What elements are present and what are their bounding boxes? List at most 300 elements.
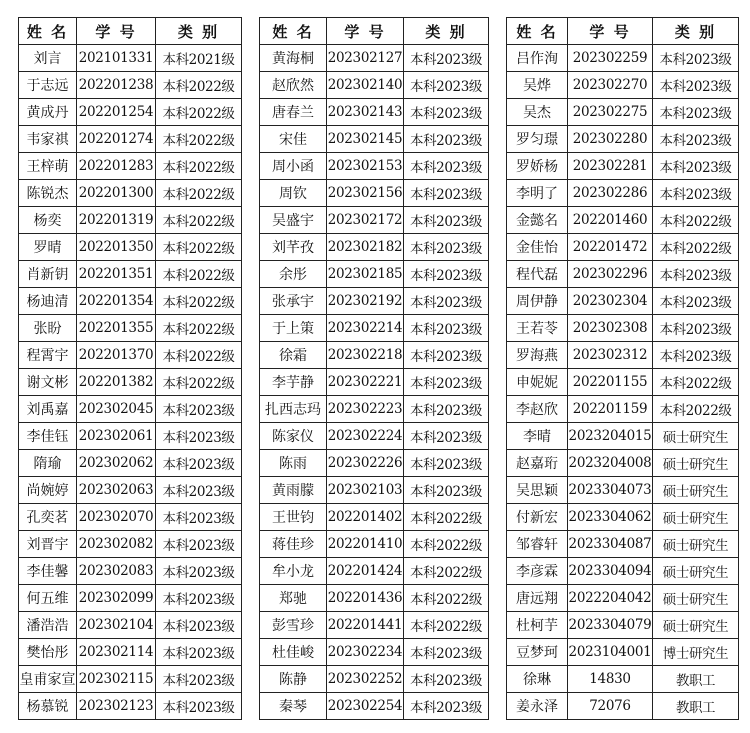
table-row: [19, 153, 242, 180]
name-cell: 姜永泽: [507, 693, 568, 720]
table-row: [507, 450, 739, 477]
table-row: [260, 126, 489, 153]
category-cell: 博士研究生: [653, 639, 739, 666]
name-cell: 刘禹嘉: [19, 396, 77, 423]
name-cell: 刘芊孜: [260, 234, 327, 261]
student-id-cell: 2023304087: [568, 531, 653, 558]
table-row: [19, 693, 242, 720]
name-cell: 王梓萌: [19, 153, 77, 180]
category-cell: 本科2023级: [156, 531, 242, 558]
table-row: [19, 45, 242, 72]
student-id-cell: 202302104: [77, 612, 156, 639]
student-id-cell: 202302082: [77, 531, 156, 558]
name-cell: 张承宇: [260, 288, 327, 315]
table-row: [260, 504, 489, 531]
table-row: [260, 558, 489, 585]
name-cell: 谢文彬: [19, 369, 77, 396]
category-cell: 本科2023级: [653, 288, 739, 315]
table-body: [19, 45, 242, 720]
student-id-cell: 2023304094: [568, 558, 653, 585]
student-id-cell: 202302099: [77, 585, 156, 612]
table-row: [19, 72, 242, 99]
category-cell: 本科2023级: [653, 126, 739, 153]
category-cell: 本科2023级: [156, 423, 242, 450]
header-row: [19, 18, 242, 45]
student-id-cell: 202302115: [77, 666, 156, 693]
name-cell: 樊怡彤: [19, 639, 77, 666]
category-cell: 本科2023级: [156, 477, 242, 504]
name-cell: 赵嘉珩: [507, 450, 568, 477]
table-row: [507, 180, 739, 207]
name-cell: 周伊静: [507, 288, 568, 315]
table-row: [507, 477, 739, 504]
student-id-cell: 202302153: [327, 153, 404, 180]
header-row: [260, 18, 489, 45]
name-cell: 李佳馨: [19, 558, 77, 585]
name-cell: 秦琴: [260, 693, 327, 720]
category-cell: 本科2023级: [653, 99, 739, 126]
category-cell: 本科2023级: [404, 423, 489, 450]
category-cell: 本科2023级: [653, 45, 739, 72]
student-id-cell: 202302234: [327, 639, 404, 666]
table-row: [260, 180, 489, 207]
name-cell: 何五维: [19, 585, 77, 612]
table-row: [19, 477, 242, 504]
table-row: [507, 639, 739, 666]
category-cell: 本科2023级: [653, 342, 739, 369]
roster-table-3: [506, 17, 739, 720]
category-cell: 本科2023级: [404, 639, 489, 666]
name-cell: 程代磊: [507, 261, 568, 288]
category-cell: 本科2023级: [156, 639, 242, 666]
name-cell: 李明了: [507, 180, 568, 207]
student-id-cell: 202302123: [77, 693, 156, 720]
category-cell: 本科2023级: [653, 180, 739, 207]
category-cell: 硕士研究生: [653, 504, 739, 531]
name-cell: 罗娇杨: [507, 153, 568, 180]
category-cell: 本科2022级: [156, 126, 242, 153]
table-row: [260, 45, 489, 72]
name-cell: 金懿名: [507, 207, 568, 234]
table-row: [507, 261, 739, 288]
name-cell: 郑驰: [260, 585, 327, 612]
student-id-cell: 202302172: [327, 207, 404, 234]
table-row: [507, 585, 739, 612]
table-row: [19, 342, 242, 369]
category-cell: 本科2023级: [156, 585, 242, 612]
name-cell: 程霄宇: [19, 342, 77, 369]
category-cell: 本科2022级: [653, 396, 739, 423]
student-id-cell: 202201424: [327, 558, 404, 585]
table-row: [260, 207, 489, 234]
student-id-cell: 202201283: [77, 153, 156, 180]
student-id-cell: 202302296: [568, 261, 653, 288]
table-row: [19, 180, 242, 207]
table-row: [507, 693, 739, 720]
student-id-cell: 202302221: [327, 369, 404, 396]
table-row: [19, 639, 242, 666]
name-cell: 李赵欣: [507, 396, 568, 423]
table-row: [507, 153, 739, 180]
table-row: [260, 423, 489, 450]
student-id-cell: 2023204015: [568, 423, 653, 450]
table-row: [19, 99, 242, 126]
category-cell: 本科2022级: [156, 261, 242, 288]
name-cell: 尚婉婷: [19, 477, 77, 504]
name-cell: 韦家祺: [19, 126, 77, 153]
name-cell: 李晴: [507, 423, 568, 450]
roster-table-2: [259, 17, 489, 720]
table-row: [260, 261, 489, 288]
category-cell: 本科2023级: [156, 450, 242, 477]
student-id-cell: 202201254: [77, 99, 156, 126]
category-cell: 本科2022级: [156, 153, 242, 180]
name-cell: 吴盛宇: [260, 207, 327, 234]
category-cell: 本科2022级: [404, 558, 489, 585]
table-row: [260, 612, 489, 639]
table-row: [507, 234, 739, 261]
name-cell: 杨迪清: [19, 288, 77, 315]
category-cell: 本科2022级: [653, 207, 739, 234]
category-cell: 本科2023级: [404, 450, 489, 477]
category-cell: 本科2023级: [156, 612, 242, 639]
header-category: 类 别: [404, 18, 489, 45]
student-id-cell: 202201238: [77, 72, 156, 99]
table-row: [19, 531, 242, 558]
student-id-cell: 72076: [568, 693, 653, 720]
name-cell: 刘言: [19, 45, 77, 72]
name-cell: 徐琳: [507, 666, 568, 693]
header-row: [507, 18, 739, 45]
category-cell: 本科2022级: [156, 288, 242, 315]
table-row: [507, 612, 739, 639]
category-cell: 本科2023级: [404, 396, 489, 423]
student-id-cell: 202302286: [568, 180, 653, 207]
category-cell: 本科2023级: [404, 315, 489, 342]
table-row: [19, 261, 242, 288]
name-cell: 黄海桐: [260, 45, 327, 72]
table-row: [260, 639, 489, 666]
category-cell: 本科2023级: [404, 207, 489, 234]
name-cell: 周钦: [260, 180, 327, 207]
student-id-cell: 202201370: [77, 342, 156, 369]
student-id-cell: 202302275: [568, 99, 653, 126]
name-cell: 申妮妮: [507, 369, 568, 396]
name-cell: 赵欣然: [260, 72, 327, 99]
name-cell: 李佳钰: [19, 423, 77, 450]
table-row: [507, 666, 739, 693]
student-id-cell: 202302143: [327, 99, 404, 126]
student-id-cell: 202302308: [568, 315, 653, 342]
student-id-cell: 202302252: [327, 666, 404, 693]
name-cell: 黄成丹: [19, 99, 77, 126]
student-id-cell: 2023104001: [568, 639, 653, 666]
table-row: [19, 423, 242, 450]
table-row: [260, 585, 489, 612]
student-id-cell: 202302083: [77, 558, 156, 585]
table-row: [507, 342, 739, 369]
category-cell: 本科2023级: [404, 369, 489, 396]
name-cell: 吴杰: [507, 99, 568, 126]
category-cell: 本科2023级: [404, 693, 489, 720]
name-cell: 金佳怡: [507, 234, 568, 261]
student-id-cell: 202201460: [568, 207, 653, 234]
name-cell: 皇甫家宣: [19, 666, 77, 693]
table-row: [19, 504, 242, 531]
table-row: [260, 99, 489, 126]
category-cell: 本科2023级: [653, 72, 739, 99]
table-row: [507, 99, 739, 126]
name-cell: 罗海燕: [507, 342, 568, 369]
table-row: [260, 396, 489, 423]
student-id-cell: 202201355: [77, 315, 156, 342]
name-cell: 唐春兰: [260, 99, 327, 126]
student-id-cell: 202302103: [327, 477, 404, 504]
name-cell: 陈静: [260, 666, 327, 693]
category-cell: 本科2023级: [404, 153, 489, 180]
table-row: [260, 342, 489, 369]
student-id-cell: 202201354: [77, 288, 156, 315]
table-row: [507, 504, 739, 531]
student-id-cell: 202302224: [327, 423, 404, 450]
table-row: [260, 315, 489, 342]
table-row: [19, 234, 242, 261]
category-cell: 硕士研究生: [653, 612, 739, 639]
category-cell: 本科2023级: [404, 288, 489, 315]
student-id-cell: 202302062: [77, 450, 156, 477]
header-name: 姓 名: [260, 18, 327, 45]
name-cell: 王世钧: [260, 504, 327, 531]
name-cell: 陈雨: [260, 450, 327, 477]
table-row: [260, 531, 489, 558]
name-cell: 隋瑜: [19, 450, 77, 477]
category-cell: 本科2022级: [404, 612, 489, 639]
table-body: [260, 45, 489, 720]
table-row: [19, 396, 242, 423]
header-student-id: 学 号: [568, 18, 653, 45]
student-id-cell: 202302127: [327, 45, 404, 72]
category-cell: 本科2023级: [404, 99, 489, 126]
student-id-cell: 202302304: [568, 288, 653, 315]
student-id-cell: 2022204042: [568, 585, 653, 612]
table-row: [507, 72, 739, 99]
category-cell: 本科2023级: [156, 558, 242, 585]
header-student-id: 学 号: [77, 18, 156, 45]
table-row: [507, 288, 739, 315]
name-cell: 杨慕锐: [19, 693, 77, 720]
table-row: [19, 288, 242, 315]
student-id-cell: 202302226: [327, 450, 404, 477]
student-id-cell: 202302061: [77, 423, 156, 450]
student-id-cell: 202302223: [327, 396, 404, 423]
student-id-cell: 202302063: [77, 477, 156, 504]
student-id-cell: 202101331: [77, 45, 156, 72]
category-cell: 本科2023级: [404, 180, 489, 207]
student-id-cell: 202201300: [77, 180, 156, 207]
name-cell: 刘晋宇: [19, 531, 77, 558]
name-cell: 付新宏: [507, 504, 568, 531]
name-cell: 牟小龙: [260, 558, 327, 585]
category-cell: 教职工: [653, 693, 739, 720]
category-cell: 本科2022级: [653, 234, 739, 261]
name-cell: 杜佳峻: [260, 639, 327, 666]
category-cell: 硕士研究生: [653, 477, 739, 504]
student-id-cell: 202201351: [77, 261, 156, 288]
student-id-cell: 202302182: [327, 234, 404, 261]
category-cell: 本科2022级: [156, 99, 242, 126]
name-cell: 陈家仪: [260, 423, 327, 450]
table-row: [507, 315, 739, 342]
name-cell: 肖新钥: [19, 261, 77, 288]
category-cell: 本科2023级: [653, 153, 739, 180]
table-row: [507, 369, 739, 396]
category-cell: 教职工: [653, 666, 739, 693]
category-cell: 本科2022级: [404, 531, 489, 558]
table-row: [19, 315, 242, 342]
student-id-cell: 202201159: [568, 396, 653, 423]
category-cell: 本科2022级: [156, 180, 242, 207]
student-id-cell: 202302140: [327, 72, 404, 99]
student-id-cell: 202201402: [327, 504, 404, 531]
category-cell: 硕士研究生: [653, 423, 739, 450]
category-cell: 本科2023级: [156, 666, 242, 693]
student-id-cell: 202201274: [77, 126, 156, 153]
student-id-cell: 202201441: [327, 612, 404, 639]
header-student-id: 学 号: [327, 18, 404, 45]
category-cell: 本科2023级: [404, 261, 489, 288]
name-cell: 张盼: [19, 315, 77, 342]
name-cell: 吕作洵: [507, 45, 568, 72]
name-cell: 王若苓: [507, 315, 568, 342]
name-cell: 罗匀璟: [507, 126, 568, 153]
category-cell: 本科2023级: [404, 72, 489, 99]
name-cell: 蒋佳珍: [260, 531, 327, 558]
header-name: 姓 名: [507, 18, 568, 45]
table-row: [260, 153, 489, 180]
student-id-cell: 202302259: [568, 45, 653, 72]
student-id-cell: 202302045: [77, 396, 156, 423]
header-category: 类 别: [156, 18, 242, 45]
name-cell: 徐霜: [260, 342, 327, 369]
name-cell: 扎西志玛: [260, 396, 327, 423]
student-id-cell: 202302270: [568, 72, 653, 99]
table-row: [19, 126, 242, 153]
name-cell: 余彤: [260, 261, 327, 288]
student-id-cell: 202302218: [327, 342, 404, 369]
table-row: [507, 558, 739, 585]
header-name: 姓 名: [19, 18, 77, 45]
category-cell: 本科2023级: [156, 693, 242, 720]
category-cell: 本科2023级: [404, 666, 489, 693]
category-cell: 本科2023级: [404, 342, 489, 369]
table-row: [19, 369, 242, 396]
student-id-cell: 202201155: [568, 369, 653, 396]
header-category: 类 别: [653, 18, 739, 45]
category-cell: 本科2022级: [156, 369, 242, 396]
name-cell: 杜柯芋: [507, 612, 568, 639]
table-row: [507, 126, 739, 153]
student-id-cell: 202201472: [568, 234, 653, 261]
name-cell: 于上策: [260, 315, 327, 342]
table-row: [507, 396, 739, 423]
category-cell: 本科2023级: [156, 396, 242, 423]
table-row: [19, 207, 242, 234]
category-cell: 本科2022级: [404, 585, 489, 612]
table-row: [19, 585, 242, 612]
category-cell: 本科2022级: [156, 315, 242, 342]
student-id-cell: 202201410: [327, 531, 404, 558]
name-cell: 杨奕: [19, 207, 77, 234]
name-cell: 于志远: [19, 72, 77, 99]
name-cell: 彭雪珍: [260, 612, 327, 639]
category-cell: 本科2023级: [653, 261, 739, 288]
student-id-cell: 202201350: [77, 234, 156, 261]
table-row: [260, 288, 489, 315]
student-id-cell: 202302145: [327, 126, 404, 153]
student-id-cell: 202302280: [568, 126, 653, 153]
table-row: [507, 531, 739, 558]
category-cell: 本科2022级: [404, 504, 489, 531]
category-cell: 硕士研究生: [653, 558, 739, 585]
category-cell: 本科2022级: [156, 234, 242, 261]
table-row: [260, 369, 489, 396]
table-row: [507, 207, 739, 234]
category-cell: 本科2022级: [156, 207, 242, 234]
name-cell: 宋佳: [260, 126, 327, 153]
name-cell: 豆梦珂: [507, 639, 568, 666]
table-row: [260, 666, 489, 693]
name-cell: 潘浩浩: [19, 612, 77, 639]
student-id-cell: 2023304079: [568, 612, 653, 639]
name-cell: 李芋静: [260, 369, 327, 396]
student-id-cell: 202201436: [327, 585, 404, 612]
student-id-cell: 2023204008: [568, 450, 653, 477]
name-cell: 周小函: [260, 153, 327, 180]
student-id-cell: 202302281: [568, 153, 653, 180]
category-cell: 硕士研究生: [653, 531, 739, 558]
name-cell: 吴烨: [507, 72, 568, 99]
table-row: [260, 693, 489, 720]
category-cell: 本科2023级: [653, 315, 739, 342]
name-cell: 黄雨朦: [260, 477, 327, 504]
table-row: [19, 450, 242, 477]
table-row: [260, 450, 489, 477]
student-id-cell: 202302192: [327, 288, 404, 315]
student-id-cell: 202302214: [327, 315, 404, 342]
category-cell: 本科2022级: [653, 369, 739, 396]
category-cell: 本科2023级: [404, 477, 489, 504]
student-id-cell: 202302312: [568, 342, 653, 369]
table-row: [19, 612, 242, 639]
category-cell: 本科2023级: [156, 504, 242, 531]
student-id-cell: 202302156: [327, 180, 404, 207]
table-body: [507, 45, 739, 720]
category-cell: 本科2022级: [156, 72, 242, 99]
category-cell: 本科2023级: [404, 45, 489, 72]
roster-table-1: [18, 17, 242, 720]
table-row: [507, 423, 739, 450]
table-row: [260, 72, 489, 99]
student-id-cell: 202302114: [77, 639, 156, 666]
name-cell: 邹睿轩: [507, 531, 568, 558]
table-row: [260, 234, 489, 261]
student-id-cell: 202201382: [77, 369, 156, 396]
table-row: [260, 477, 489, 504]
table-row: [19, 666, 242, 693]
student-id-cell: 202302185: [327, 261, 404, 288]
category-cell: 硕士研究生: [653, 450, 739, 477]
category-cell: 本科2023级: [404, 234, 489, 261]
